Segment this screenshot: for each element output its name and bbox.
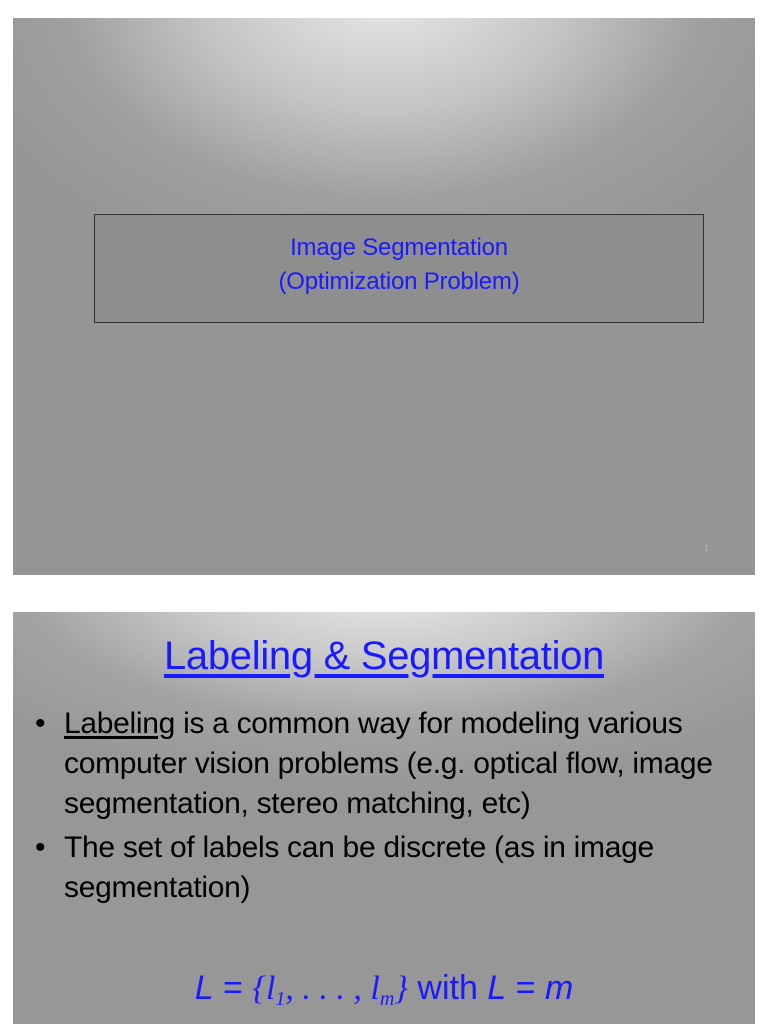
bullet-text: The set of labels can be discrete (as in image segmentation) (64, 831, 654, 904)
slide-title-line1: Image Segmentation (290, 234, 508, 261)
formula-close-brace: } (394, 970, 408, 1007)
slide-labeling (13, 612, 755, 1024)
formula-l1: l (265, 970, 276, 1007)
formula-rhs: m (544, 969, 574, 1007)
slide-heading: Labeling & Segmentation (163, 634, 605, 678)
formula-open-brace: { (252, 970, 266, 1007)
formula-sub1: 1 (275, 988, 286, 1010)
formula-equals: = (213, 969, 253, 1007)
formula-equals2: = (506, 969, 545, 1007)
formula-lhs2: L (487, 969, 507, 1007)
formula-with: with (407, 969, 488, 1007)
formula-subm: m (379, 988, 395, 1010)
bullet-icon: • (35, 707, 46, 740)
title-box (94, 214, 704, 323)
formula-ellipsis: , . . . , (285, 970, 371, 1007)
bullet-icon: • (35, 831, 46, 864)
label-set-formula (13, 966, 755, 1021)
slide-title-line2: (Optimization Problem) (278, 268, 520, 295)
bullet-list (35, 704, 735, 912)
formula-lm: l (370, 970, 380, 1007)
formula-lhs: L (194, 969, 214, 1007)
bullet-item (35, 828, 735, 908)
page-number: 1 (703, 543, 709, 553)
bullet-text: is a common way for modeling various computer vision problems (e.g. optical flow, image segmentation, stereo matching, etc) (64, 707, 713, 820)
slide-title (13, 18, 755, 575)
bullet-item (35, 704, 735, 824)
underlined-term: Labeling (64, 707, 176, 740)
